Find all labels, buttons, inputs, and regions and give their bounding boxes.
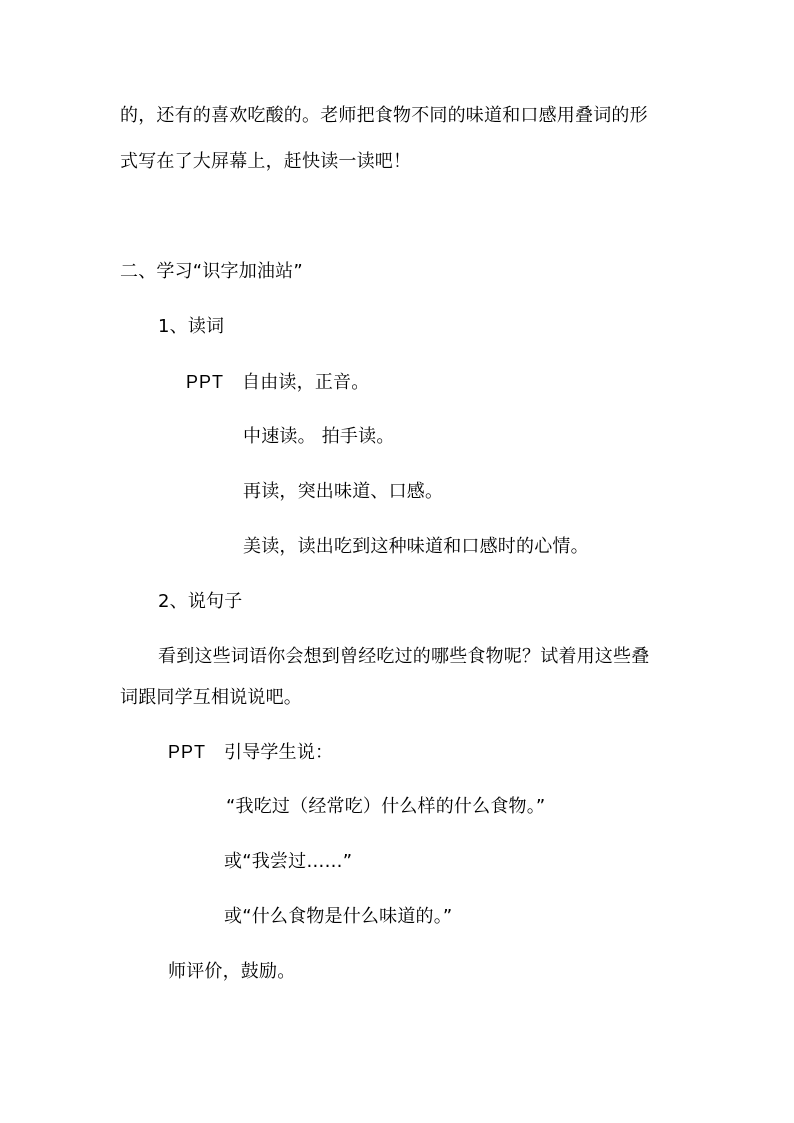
example-sentence: 或“我尝过……” [224,851,353,872]
ppt-tag: PPT [186,372,225,392]
paragraph-line: 的，还有的喜欢吃酸的。老师把食物不同的味道和口感用叠词的形 [120,105,648,126]
ppt-instruction: 中速读。 拍手读。 [243,426,395,447]
ppt-instruction: 美读，读出吃到这种味道和口感时的心情。 [243,536,589,557]
paragraph-line: 看到这些词语你会想到曾经吃过的哪些食物呢？试着用这些叠 [158,646,650,667]
example-sentence: “我吃过（经常吃）什么样的什么食物。” [226,796,546,817]
example-sentence: 或“什么食物是什么味道的。” [224,906,453,927]
ppt-tag: PPT [168,742,207,762]
ppt-line [186,370,369,395]
item-heading-say-sentences: 2、说句子 [158,591,243,612]
item-heading-read-words: 1、读词 [158,316,225,337]
closing-line: 师评价，鼓励。 [168,961,296,982]
ppt-instruction: 再读，突出味道、口感。 [243,481,444,502]
ppt-instruction: 自由读，正音。 [242,372,370,393]
ppt-instruction: 引导学生说： [224,742,334,763]
section-heading: 二、学习“识字加油站” [120,261,303,282]
ppt-line [168,740,333,765]
paragraph-line: 词跟同学互相说说吧。 [120,687,302,708]
paragraph-line: 式写在了大屏幕上，赶快读一读吧！ [120,151,412,172]
